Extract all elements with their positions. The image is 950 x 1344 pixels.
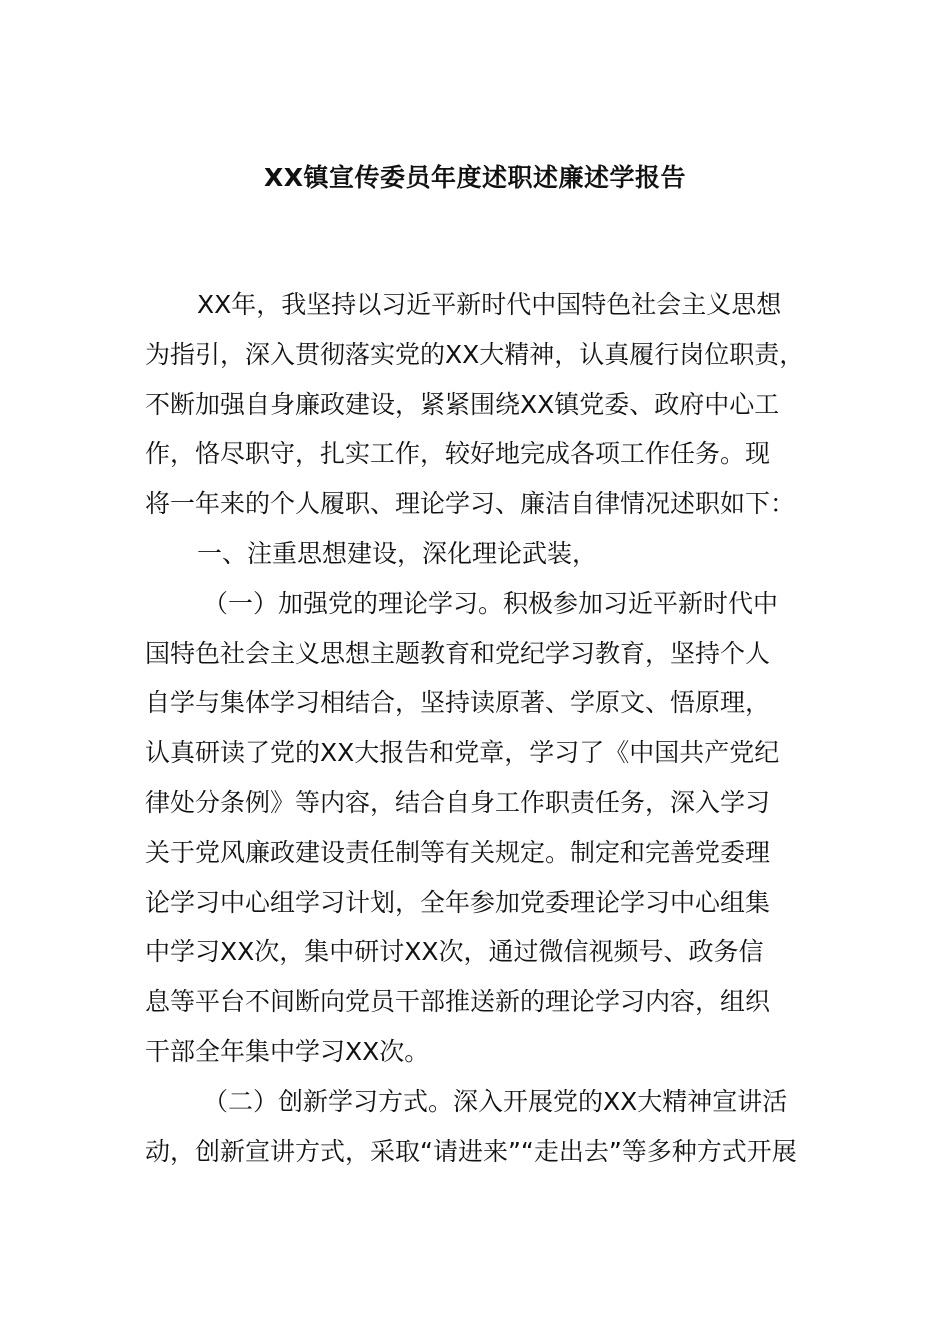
paragraph-line: 动，创新宣讲方式，采取“请进来”“走出去”等多种方式开展 — [145, 1136, 797, 1166]
paragraph-line: 息等平台不间断向党员干部推送新的理论学习内容，组织 — [145, 987, 771, 1017]
document-title: XX镇宣传委员年度述职述廉述学报告 — [263, 163, 687, 192]
paragraph-line: 不断加强自身廉政建设，紧紧围绕XX镇党委、政府中心工 — [145, 389, 780, 419]
paragraph-line: （一）加强党的理论学习。积极参加习近平新时代中 — [203, 588, 779, 618]
paragraph-line: 论学习中心组学习计划，全年参加党委理论学习中心组集 — [145, 887, 771, 917]
paragraph-line: 律处分条例》等内容，结合自身工作职责任务，深入学习 — [145, 787, 771, 817]
paragraph-line: 认真研读了党的XX大报告和党章，学习了《中国共产党纪 — [145, 738, 780, 768]
section-heading: 一、注重思想建设，深化理论武装， — [197, 538, 598, 568]
paragraph-line: 作，恪尽职守，扎实工作，较好地完成各项工作任务。现 — [145, 439, 771, 469]
paragraph-line: （二）创新学习方式。深入开展党的XX大精神宣讲活 — [203, 1086, 788, 1116]
paragraph-line: 国特色社会主义思想主题教育和党纪学习教育，坚持个人 — [145, 638, 771, 668]
paragraph-line: 中学习XX次，集中研讨XX次，通过微信视频号、政务信 — [145, 937, 764, 967]
paragraph-line: 关于党风廉政建设责任制等有关规定。制定和完善党委理 — [145, 837, 771, 867]
paragraph-line: 干部全年集中学习XX次。 — [145, 1036, 430, 1066]
paragraph-line: 自学与集体学习相结合，坚持读原著、学原文、悟原理， — [145, 688, 771, 718]
paragraph-line: 为指引，深入贯彻落实党的XX大精神，认真履行岗位职责， — [145, 339, 805, 369]
paragraph-line: XX年，我坚持以习近平新时代中国特色社会主义思想 — [197, 290, 782, 319]
paragraph-line: 将一年来的个人履职、理论学习、廉洁自律情况述职如下： — [145, 489, 796, 519]
document-body — [145, 280, 835, 1176]
